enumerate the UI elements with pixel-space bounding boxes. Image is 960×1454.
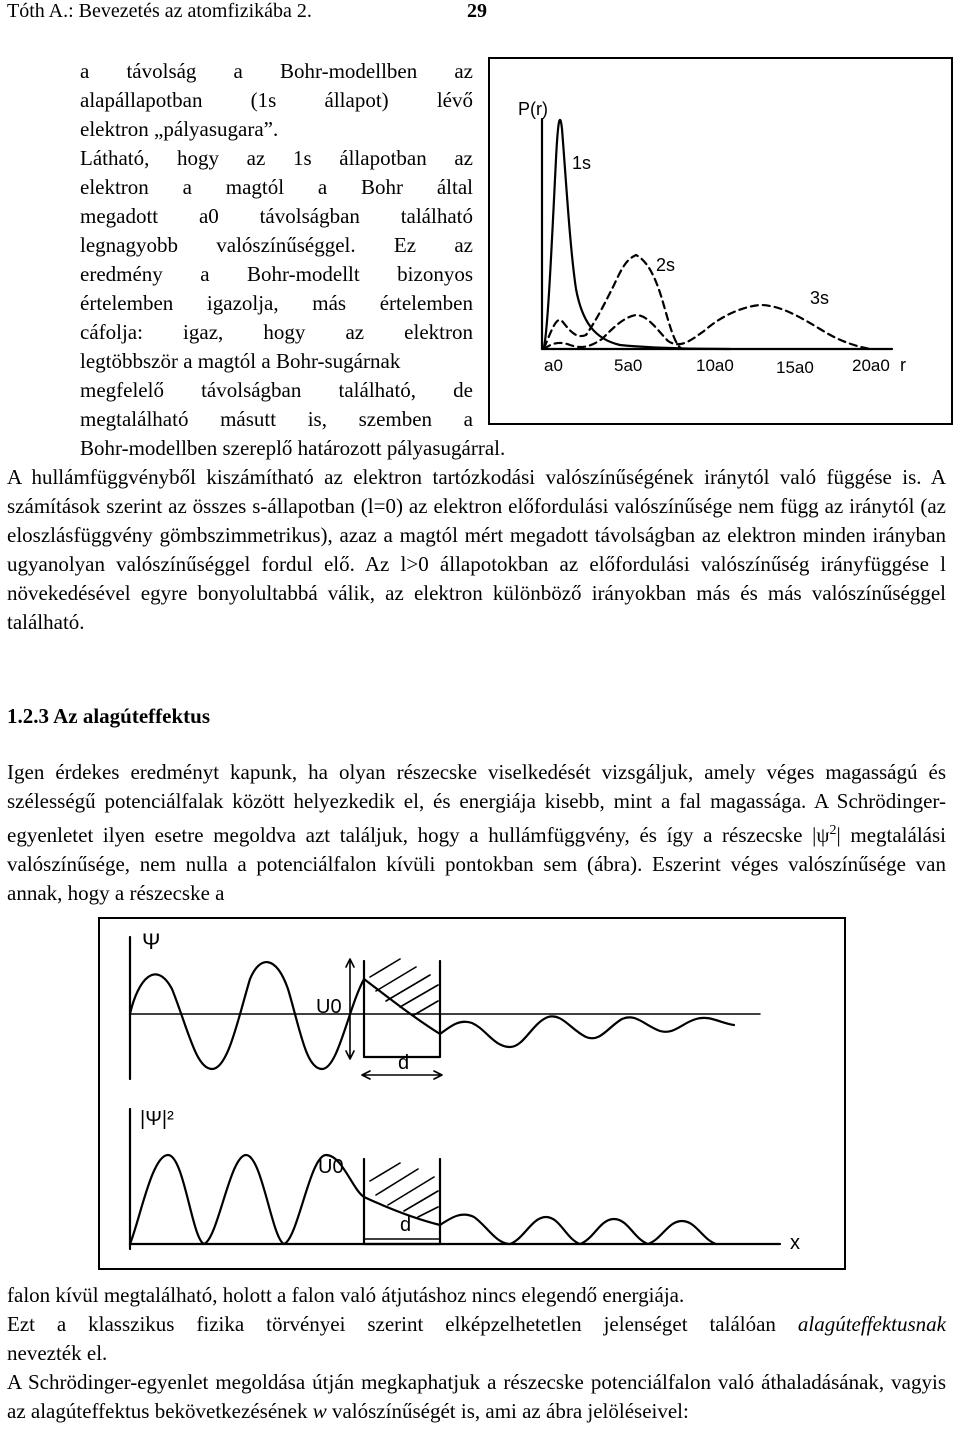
paragraph-line: falon kívül megtalálható, holott a falon való átjutáshoz nincs elegendő energiája.: [7, 1283, 685, 1307]
bottom-x-label: x: [790, 1232, 800, 1254]
tunneling-figure: [98, 917, 846, 1270]
text-line: eredmény a Bohr-modellt bizonyos: [80, 262, 473, 286]
tunneling-plot: [100, 919, 844, 1268]
text-line: értelemben igazolja, más értelemben: [80, 291, 473, 315]
text-line: elektron „pályasugara”.: [80, 117, 279, 141]
curve-label-2s: 2s: [656, 255, 676, 275]
tick-label: 10a0: [696, 356, 734, 375]
tick-label: 5a0: [614, 356, 643, 375]
bottom-y-label: |Ψ|²: [140, 1108, 174, 1130]
top-column-text: [80, 57, 473, 434]
italic-term: alagúteffektusnak: [797, 1312, 946, 1336]
tick-label: 20a0: [852, 356, 890, 375]
paragraph-conclusion: [7, 1281, 946, 1426]
text-run: Igen érdekes eredményt kapunk, ha olyan részecske viselkedését vizsgáljuk, amely véges magasságú és szélességű potenciálfalak között helyezkedik el, és energiája kisebb, mint a fal magassága. A Schrödinger-egyenletet ilyen esetre megoldva azt találjuk, hogy a hullámfüggvény, és így a részecske |ψ: [7, 760, 946, 847]
tick-label: 15a0: [776, 358, 814, 377]
superscript: 2: [829, 823, 837, 838]
bottom-transmitted-wave: [440, 1215, 716, 1244]
paragraph-line: [7, 1310, 946, 1339]
text-line: megfelelő távolságban található, de: [80, 378, 473, 402]
text-line: cáfolja: igaz, hogy az elektron: [80, 320, 473, 344]
top-d-label: d: [398, 1052, 410, 1074]
radial-probability-figure: [488, 57, 953, 425]
paragraph-body: A hullámfüggvényből kiszámítható az elektron tartózkodási valószínűségének iránytól való függése is. A számítások szerint az összes s-állapotban (l=0) az elektron előfordulási valószínűsége nem függ az iránytól (az eloszlásfüggvény gömbszimmetrikus), azaz a magtól mért megadott távolságban az elektron minden irányban ugyanolyan valószínűséggel fordul elő. Az l>0 állapotokban az előfordulási valószínűség irányfüggése l növekedésével egyre bonyolultabbá válik, az elektron különböző irányokban más és más valószínűséggel található.: [7, 465, 946, 634]
text-run: A Schrödinger-egyenlet megoldása útján megkaphatjuk a részecske potenciálfalon való áthaladásának, vagyis az alagúteffektus bekövetkezésének: [7, 1370, 946, 1423]
header-title: Tóth A.: Bevezetés az atomfizikába 2.: [7, 0, 312, 22]
text-line: megadott a0 távolságban található: [80, 204, 473, 228]
top-u0-label: U0: [316, 996, 342, 1018]
text-line: legtöbbször a magtól a Bohr-sugárnak: [80, 349, 401, 373]
curve-3s: [544, 305, 870, 349]
paragraph-tunneling-intro: [7, 758, 946, 908]
text-run: | megtalálási valószínűsége, nem nulla a potenciálfalon kívüli pontokban sem (ábra). Eszerint véges valószínűsége van annak, hogy a részecske a: [7, 823, 946, 905]
curve-label-1s: 1s: [572, 153, 592, 173]
text-run: Ezt a klasszikus fizika törvényei szerint elképzelhetetlen jelenséget találóan: [7, 1312, 798, 1336]
page-number: 29: [467, 0, 487, 22]
text-run: valószínűségét is, ami az ábra jelöléseivel:: [326, 1399, 689, 1423]
y-axis-label: P(r): [518, 99, 548, 119]
text-line: alapállapotban (1s állapot) lévő: [80, 88, 473, 112]
text-line: megtalálható másutt is, szemben a: [80, 407, 473, 431]
x-axis-label: r: [900, 355, 906, 375]
text-line: elektron a magtól a Bohr által: [80, 175, 473, 199]
text-line: a távolság a Bohr-modellben az: [80, 59, 473, 83]
section-heading: 1.2.3 Az alagúteffektus: [7, 704, 210, 728]
paragraph-line: nevezték el.: [7, 1341, 108, 1365]
radial-probability-plot: [490, 59, 951, 423]
tick-label: a0: [544, 356, 563, 375]
paragraph-line: Bohr-modellben szereplő határozott pályasugárral.: [80, 436, 506, 460]
curve-label-3s: 3s: [810, 288, 830, 308]
top-y-label: Ψ: [142, 929, 161, 954]
bottom-hatch: [370, 1163, 438, 1217]
top-hatch: [370, 959, 438, 1015]
italic-symbol: w: [312, 1399, 327, 1423]
paragraph-line: [7, 1368, 946, 1426]
bottom-d-label: d: [400, 1214, 412, 1236]
top-transmitted-wave: [440, 1016, 734, 1047]
text-line: legnagyobb valószínűséggel. Ez az: [80, 233, 473, 257]
page-header: [7, 0, 487, 23]
paragraph-probability: [7, 463, 946, 637]
paragraph-body: [7, 758, 946, 908]
text-line: Látható, hogy az 1s állapotban az: [80, 146, 473, 170]
bottom-u0-label: U0: [318, 1156, 344, 1178]
paragraph-direction-dependence: [80, 434, 950, 463]
